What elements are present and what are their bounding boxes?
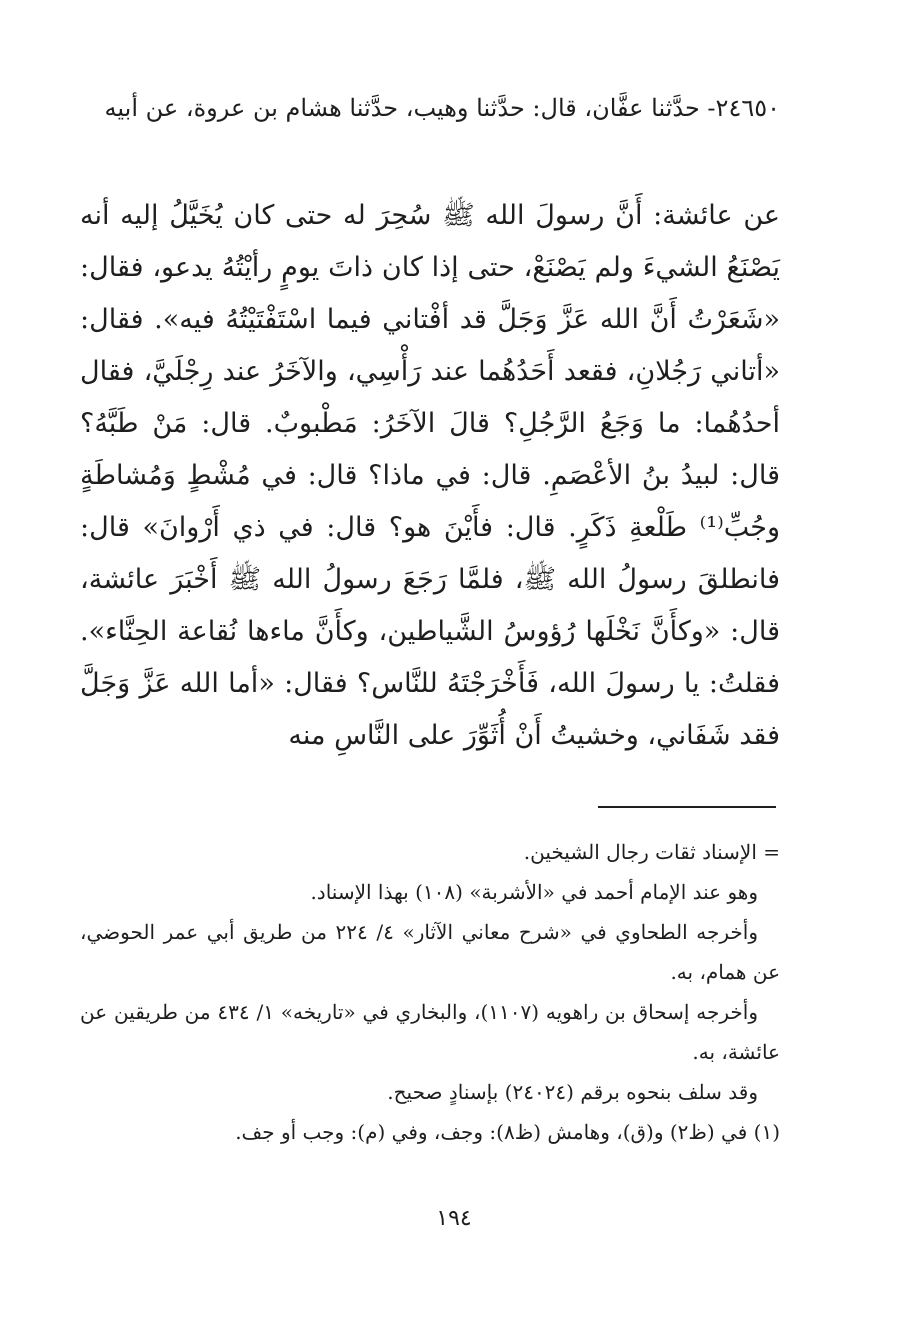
footnote-line: وأخرجه الطحاوي في «شرح معاني الآثار» ٤/ ٢٢٤ من طريق أبي عمر الحوضي، عن همام، به. (80, 920, 780, 984)
footnote-variant: (١) في (ظ٢) و(ق)، وهامش (ظ٨): وجف، وفي (م): وجب أو جف. (235, 1120, 780, 1144)
footnote-line: = الإسناد ثقات رجال الشيخين. (523, 840, 780, 864)
footnote-line: وقد سلف بنحوه برقم (٢٤٠٢٤) بإسنادٍ صحيح. (387, 1080, 758, 1104)
page-number: ١٩٤ (436, 1206, 472, 1231)
footnotes (80, 832, 780, 1152)
footnote-line: وأخرجه إسحاق بن راهويه (١١٠٧)، والبخاري في «تاريخه» ١/ ٤٣٤ من طريقين عن عائشة، به. (80, 1000, 780, 1064)
footnote-line: وهو عند الإمام أحمد في «الأشربة» (١٠٨) بهذا الإسناد. (310, 880, 758, 904)
footnote-divider (598, 806, 776, 808)
hadith-body: عن عائشة: أَنَّ رسولَ الله ﷺ سُحِرَ له حتى كان يُخَيَّلُ إليه أنه يَصْنَعُ الشيءَ ولم يَصْنَعْ، حتى إذا كان ذاتَ يومٍ رأيْتُهُ يدعو، فقال: «شَعَرْتُ أَنَّ الله عَزَّ وَجَلَّ قد أفْتاني فيما اسْتَفْتَيْتُهُ فيه». فقال: «أتاني رَجُلانِ، فقعد أَحَدُهُما عند رَأْسِي، والآخَرُ عند رِجْلَيَّ، فقال أحدُهُما: ما وَجَعُ الرَّجُلِ؟ قالَ الآخَرُ: مَطْبوبٌ. قال: مَنْ طَبَّهُ؟ قال: لبيدُ بنُ الأعْصَمِ. قال: في ماذا؟ قال: في مُشْطٍ وَمُشاطَةٍ وجُبِّ⁽¹⁾ طَلْعةِ ذَكَرٍ. قال: فأَيْنَ هو؟ قال: في ذي أَرْوانَ» قال: فانطلقَ رسولُ الله ﷺ، فلمَّا رَجَعَ رسولُ الله ﷺ أَخْبَرَ عائشة، قال: «وكأَنَّ نَخْلَها رُؤوسُ الشَّياطين، وكأَنَّ ماءها نُقاعة الحِنَّاء». فقلتُ: يا رسولَ الله، فَأَخْرَجْتَهُ للنَّاس؟ فقال: «أما الله عَزَّ وَجَلَّ فقد شَفَاني، وخشيتُ أَنْ أُثَوِّرَ على النَّاسِ منه (80, 200, 780, 751)
hadith-chain: ٢٤٦٥٠- حدَّثنا عفَّان، قال: حدَّثنا وهيب، حدَّثنا هشام بن عروة، عن أبيه (104, 94, 780, 122)
